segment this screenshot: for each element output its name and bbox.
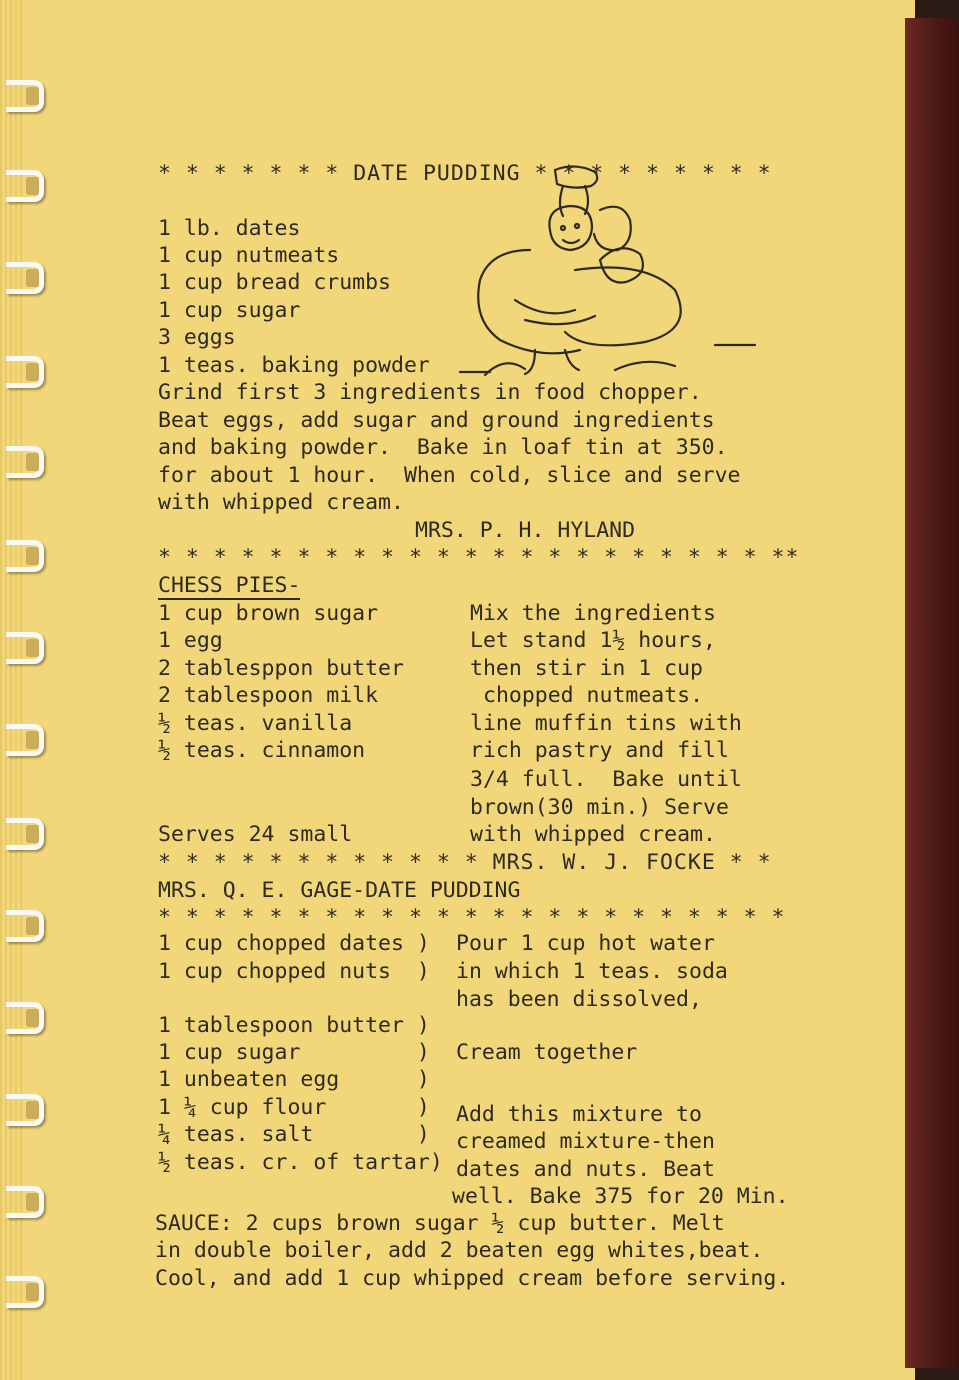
binding-ring bbox=[6, 1088, 50, 1132]
binding-ring bbox=[6, 256, 50, 300]
direction-line: Cream together bbox=[456, 1040, 638, 1065]
direction-line: in which 1 teas. soda bbox=[456, 959, 728, 984]
direction-line: has been dissolved, bbox=[456, 987, 702, 1012]
binding-ring bbox=[6, 718, 50, 762]
ingredient-line: 1 cup brown sugar bbox=[158, 601, 379, 626]
sauce-line: SAUCE: 2 cups brown sugar ½ cup butter. Melt bbox=[155, 1211, 725, 1236]
divider-stars: * * * * * * * * * * * * * * * * * * * * * * ** bbox=[158, 545, 800, 570]
direction-line: and baking powder. Bake in loaf tin at 350. bbox=[158, 435, 728, 460]
binding-ring bbox=[6, 996, 50, 1040]
ingredient-line: 1 teas. baking powder bbox=[158, 353, 430, 378]
ingredient-line: 1 egg bbox=[158, 628, 223, 653]
ingredient-line: 2 tablesppon butter bbox=[158, 656, 404, 681]
binding-ring bbox=[6, 534, 50, 578]
divider-stars: * * * * * * * * * * * * * * * * * * * * * * * bbox=[158, 905, 786, 930]
ingredient-line: 1 lb. dates bbox=[158, 216, 301, 241]
direction-line: Let stand 1½ hours, bbox=[470, 628, 716, 653]
direction-line: brown(30 min.) Serve bbox=[470, 795, 729, 820]
direction-line: with whipped cream. bbox=[158, 490, 404, 515]
binding-ring bbox=[6, 164, 50, 208]
binding-ring bbox=[6, 812, 50, 856]
direction-line: chopped nutmeats. bbox=[483, 683, 704, 708]
ingredient-line: ½ teas. cinnamon bbox=[158, 738, 366, 763]
binding-ring bbox=[6, 626, 50, 670]
direction-line: then stir in 1 cup bbox=[470, 656, 703, 681]
direction-line: 3/4 full. Bake until bbox=[470, 767, 742, 792]
direction-line: for about 1 hour. When cold, slice and serve bbox=[158, 463, 741, 488]
direction-line: Mix the ingredients bbox=[470, 601, 716, 626]
ingredient-line: 1 tablespoon butter ) bbox=[158, 1013, 430, 1038]
chess-pies-title: CHESS PIES- bbox=[158, 573, 301, 598]
sauce-line: in double boiler, add 2 beaten egg whites,beat. bbox=[155, 1238, 764, 1263]
recipe-title bbox=[158, 572, 300, 599]
direction-line: Pour 1 cup hot water bbox=[456, 931, 715, 956]
recipe-author: MRS. P. H. HYLAND bbox=[415, 518, 636, 543]
serves-line: Serves 24 small bbox=[158, 822, 353, 847]
ingredient-line: 2 tablespoon milk bbox=[158, 683, 379, 708]
ingredient-line: 1 ¼ cup flour ) bbox=[158, 1095, 430, 1120]
direction-line: with whipped cream. bbox=[470, 822, 716, 847]
divider-author: * * * * * * * * * * * * MRS. W. J. FOCKE * * bbox=[158, 850, 772, 875]
binding-ring bbox=[6, 350, 50, 394]
direction-line: Add this mixture to bbox=[456, 1102, 702, 1127]
binding-ring bbox=[6, 74, 50, 118]
chef-illustration bbox=[455, 160, 760, 385]
direction-line: Grind first 3 ingredients in food chopper. bbox=[158, 380, 702, 405]
date-pudding-header: * * * * * * * DATE PUDDING * * * * * * * * * bbox=[158, 161, 772, 186]
direction-line: creamed mixture-then bbox=[456, 1129, 715, 1154]
ingredient-line: 3 eggs bbox=[158, 325, 236, 350]
ingredient-line: 1 cup nutmeats bbox=[158, 243, 340, 268]
ingredient-line: ¼ teas. salt ) bbox=[158, 1122, 430, 1147]
ingredient-line: ½ teas. vanilla bbox=[158, 711, 353, 736]
ingredient-line: ½ teas. cr. of tartar) bbox=[158, 1150, 443, 1175]
sauce-line: Cool, and add 1 cup whipped cream before serving. bbox=[155, 1266, 790, 1291]
direction-line: dates and nuts. Beat bbox=[456, 1157, 715, 1182]
recipe-title: MRS. Q. E. GAGE-DATE PUDDING bbox=[158, 878, 521, 903]
book-cover-edge bbox=[905, 18, 959, 1368]
direction-line: rich pastry and fill bbox=[470, 738, 729, 763]
direction-line: well. Bake 375 for 20 Min. bbox=[452, 1184, 789, 1209]
direction-line: line muffin tins with bbox=[470, 711, 742, 736]
binding-ring bbox=[6, 904, 50, 948]
binding-ring bbox=[6, 440, 50, 484]
direction-line: Beat eggs, add sugar and ground ingredients bbox=[158, 408, 715, 433]
ingredient-line: 1 cup chopped dates ) bbox=[158, 931, 430, 956]
ingredient-line: 1 unbeaten egg ) bbox=[158, 1067, 430, 1092]
binding-ring bbox=[6, 1180, 50, 1224]
ingredient-line: 1 cup sugar ) bbox=[158, 1040, 430, 1065]
binding-ring bbox=[6, 1270, 50, 1314]
ingredient-line: 1 cup bread crumbs bbox=[158, 270, 391, 295]
ingredient-line: 1 cup chopped nuts ) bbox=[158, 959, 430, 984]
ingredient-line: 1 cup sugar bbox=[158, 298, 301, 323]
